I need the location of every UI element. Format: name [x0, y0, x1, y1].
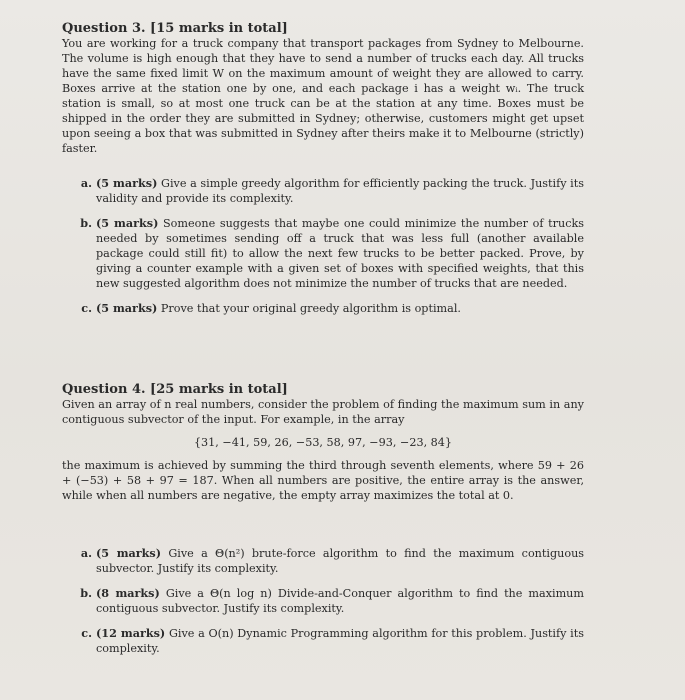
- example-array: {31, −41, 59, 26, −53, 58, 97, −93, −23, 84}: [193, 436, 453, 449]
- part-text: Someone suggests that maybe one could minimize the number of trucks needed by sometimes sending off a truck that was less full (another available package could still fit) to allow the next few trucks to be better packed. Prove, by giving a counter example with a given set of boxes with specified weights, that this new suggested algorithm does not minimize the number of trucks that are needed.: [96, 217, 584, 290]
- part-marks: (5 marks): [96, 216, 159, 230]
- part-marks: (8 marks): [96, 586, 160, 600]
- part-letter: a.: [80, 176, 92, 190]
- part-letter: b.: [80, 216, 92, 230]
- part-marks: (5 marks): [96, 176, 158, 190]
- question-4-part-c: [62, 626, 584, 656]
- question-4-body-continued: the maximum is achieved by summing the third through seventh elements, where 59 + 26 + (−53) + 58 + 97 = 187. When all numbers are positive, the entire array is the answer, while when all numbers are negative, the empty array maximizes the total at 0.: [62, 459, 584, 502]
- part-marks: (5 marks): [96, 546, 162, 560]
- part-letter: c.: [81, 626, 92, 640]
- part-text: Prove that your original greedy algorithm is optimal.: [160, 302, 461, 315]
- part-text: Give a Θ(n²) brute-force algorithm to find the maximum contiguous subvector. Justify its complexity.: [96, 547, 585, 575]
- question-4-part-a: [62, 546, 584, 576]
- question-3-part-b: [62, 216, 584, 291]
- part-text: Give a O(n) Dynamic Programming algorithm for this problem. Justify its complexity.: [96, 627, 584, 655]
- question-3: [62, 21, 584, 156]
- question-3-title: Question 3. [15 marks in total]: [62, 21, 288, 36]
- question-4-parts: [62, 546, 584, 666]
- question-4-body: Given an array of n real numbers, consider the problem of finding the maximum sum in any contiguous subvector of the input. For example, in the array: [62, 398, 584, 426]
- part-letter: b.: [80, 586, 92, 600]
- question-4: [62, 382, 584, 503]
- question-4-part-b: [62, 586, 584, 616]
- part-marks: (5 marks): [96, 301, 158, 315]
- question-3-part-c: [62, 301, 584, 316]
- part-text: Give a Θ(n log n) Divide-and-Conquer algorithm to find the maximum contiguous subvector. Justify its complexity.: [96, 587, 584, 615]
- part-letter: c.: [81, 301, 92, 315]
- question-3-parts: [62, 176, 584, 326]
- part-marks: (12 marks): [96, 626, 166, 640]
- part-letter: a.: [80, 546, 92, 560]
- question-4-title: Question 4. [25 marks in total]: [62, 382, 288, 397]
- question-3-part-a: [62, 176, 584, 206]
- question-3-body: You are working for a truck company that transport packages from Sydney to Melbourne. The volume is high enough that they have to send a number of trucks each day. All trucks have the same fixed limit W on the maximum amount of weight they are allowed to carry. Boxes arrive at the station one by one, and each package i has a weight wᵢ. The truck station is small, so at most one truck can be at the station at any time. Boxes must be shipped in the order they are submitted in Sydney; otherwise, customers might get upset upon seeing a box that was submitted in Sydney after theirs make it to Melbourne (strictly) faster.: [62, 37, 584, 155]
- part-text: Give a simple greedy algorithm for efficiently packing the truck. Justify its validity and provide its complexity.: [96, 177, 585, 205]
